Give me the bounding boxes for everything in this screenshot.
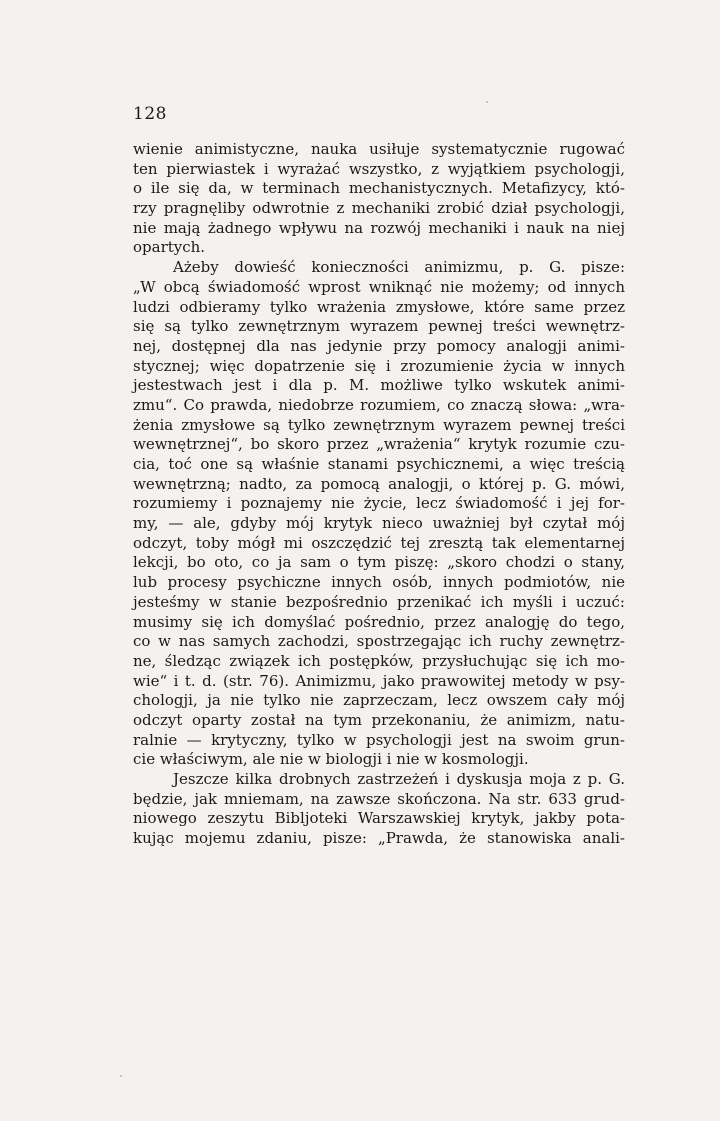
text-line: nej, dostępnej dla nas jedynie przy pomocy analogji animi- (133, 336, 625, 355)
text-line: cie właściwym, ale nie w biologji i nie w kosmologji. (133, 750, 529, 769)
text-line: ten pierwiastek i wyrażać wszystko, z wyjątkiem psychologji, (133, 159, 625, 178)
text-line: wewnętrznej“, bo skoro przez „wrażenia“ krytyk rozumie czu- (133, 435, 625, 454)
text-line: rozumiemy i poznajemy nie życie, lecz świadomość i jej for- (133, 494, 625, 513)
paper-speck (486, 101, 488, 103)
text-line: jestestwach jest i dla p. M. możliwe tylko wskutek animi- (133, 376, 625, 395)
text-line: niowego zeszytu Bibljoteki Warszawskiej krytyk, jakby pota- (133, 809, 625, 828)
text-line: rzy pragnęliby odwrotnie z mechaniki zrobić dział psychologji, (133, 199, 625, 218)
text-line: ralnie — krytyczny, tylko w psychologji jest na swoim grun- (133, 730, 625, 749)
text-line: lekcji, bo oto, co ja sam o tym piszę: „skoro chodzi o stany, (133, 553, 625, 572)
paragraph-start-line: Ażeby dowieść konieczności animizmu, p. G. pisze: (173, 258, 625, 277)
text-line: nie mają żadnego wpływu na rozwój mechaniki i nauk na niej (133, 218, 625, 237)
text-line: „W obcą świadomość wprost wniknąć nie możemy; od innych (133, 277, 625, 296)
text-line: o ile się da, w terminach mechanistycznych. Metafizycy, któ- (133, 179, 625, 198)
paper-speck (120, 1075, 122, 1077)
page-number: 128 (133, 104, 167, 124)
text-line: ne, śledząc związek ich postępków, przysłuchując się ich mo- (133, 651, 625, 670)
text-line: my, — ale, gdyby mój krytyk nieco uważniej był czytał mój (133, 514, 625, 533)
text-line: odczyt oparty został na tym przekonaniu, że animizm, natu- (133, 710, 625, 729)
text-line: ludzi odbieramy tylko wrażenia zmysłowe, które same przez (133, 297, 625, 316)
text-line: musimy się ich domyślać pośrednio, przez analogję do tego, (133, 612, 625, 631)
text-line: wienie animistyczne, nauka usiłuje systematycznie rugować (133, 140, 625, 158)
body-text (133, 140, 625, 849)
text-line: zmu“. Co prawda, niedobrze rozumiem, co znaczą słowa: „wra- (133, 395, 625, 414)
text-line: jesteśmy w stanie bezpośrednio przenikać ich myśli i uczuć: (133, 592, 625, 611)
text-line: będzie, jak mniemam, na zawsze skończona. Na str. 633 grud- (133, 789, 625, 808)
text-line: odczyt, toby mógł mi oszczędzić tej zresztą tak elementarnej (133, 533, 625, 552)
text-line: wewnętrzną; nadto, za pomocą analogji, o której p. G. mówi, (133, 474, 625, 493)
text-line: cia, toć one są właśnie stanami psychicznemi, a więc treścią (133, 455, 625, 473)
text-line: kując mojemu zdaniu, pisze: „Prawda, że stanowiska anali- (133, 829, 625, 848)
text-line: chologji, ja nie tylko nie zaprzeczam, lecz owszem cały mój (133, 691, 625, 710)
text-line: stycznej; więc dopatrzenie się i zrozumienie życia w innych (133, 356, 625, 375)
paragraph-start-line: Jeszcze kilka drobnych zastrzeżeń i dyskusja moja z p. G. (173, 770, 625, 788)
text-line: żenia zmysłowe są tylko zewnętrznym wyrazem pewnej treści (133, 415, 625, 434)
text-line: lub procesy psychiczne innych osób, innych podmiotów, nie (133, 573, 625, 592)
text-line: opartych. (133, 238, 206, 257)
text-line: co w nas samych zachodzi, spostrzegając ich ruchy zewnętrz- (133, 632, 625, 651)
text-line: wie“ i t. d. (str. 76). Animizmu, jako prawowitej metody w psy- (133, 671, 625, 690)
text-line: się są tylko zewnętrznym wyrazem pewnej treści wewnętrz- (133, 317, 625, 336)
